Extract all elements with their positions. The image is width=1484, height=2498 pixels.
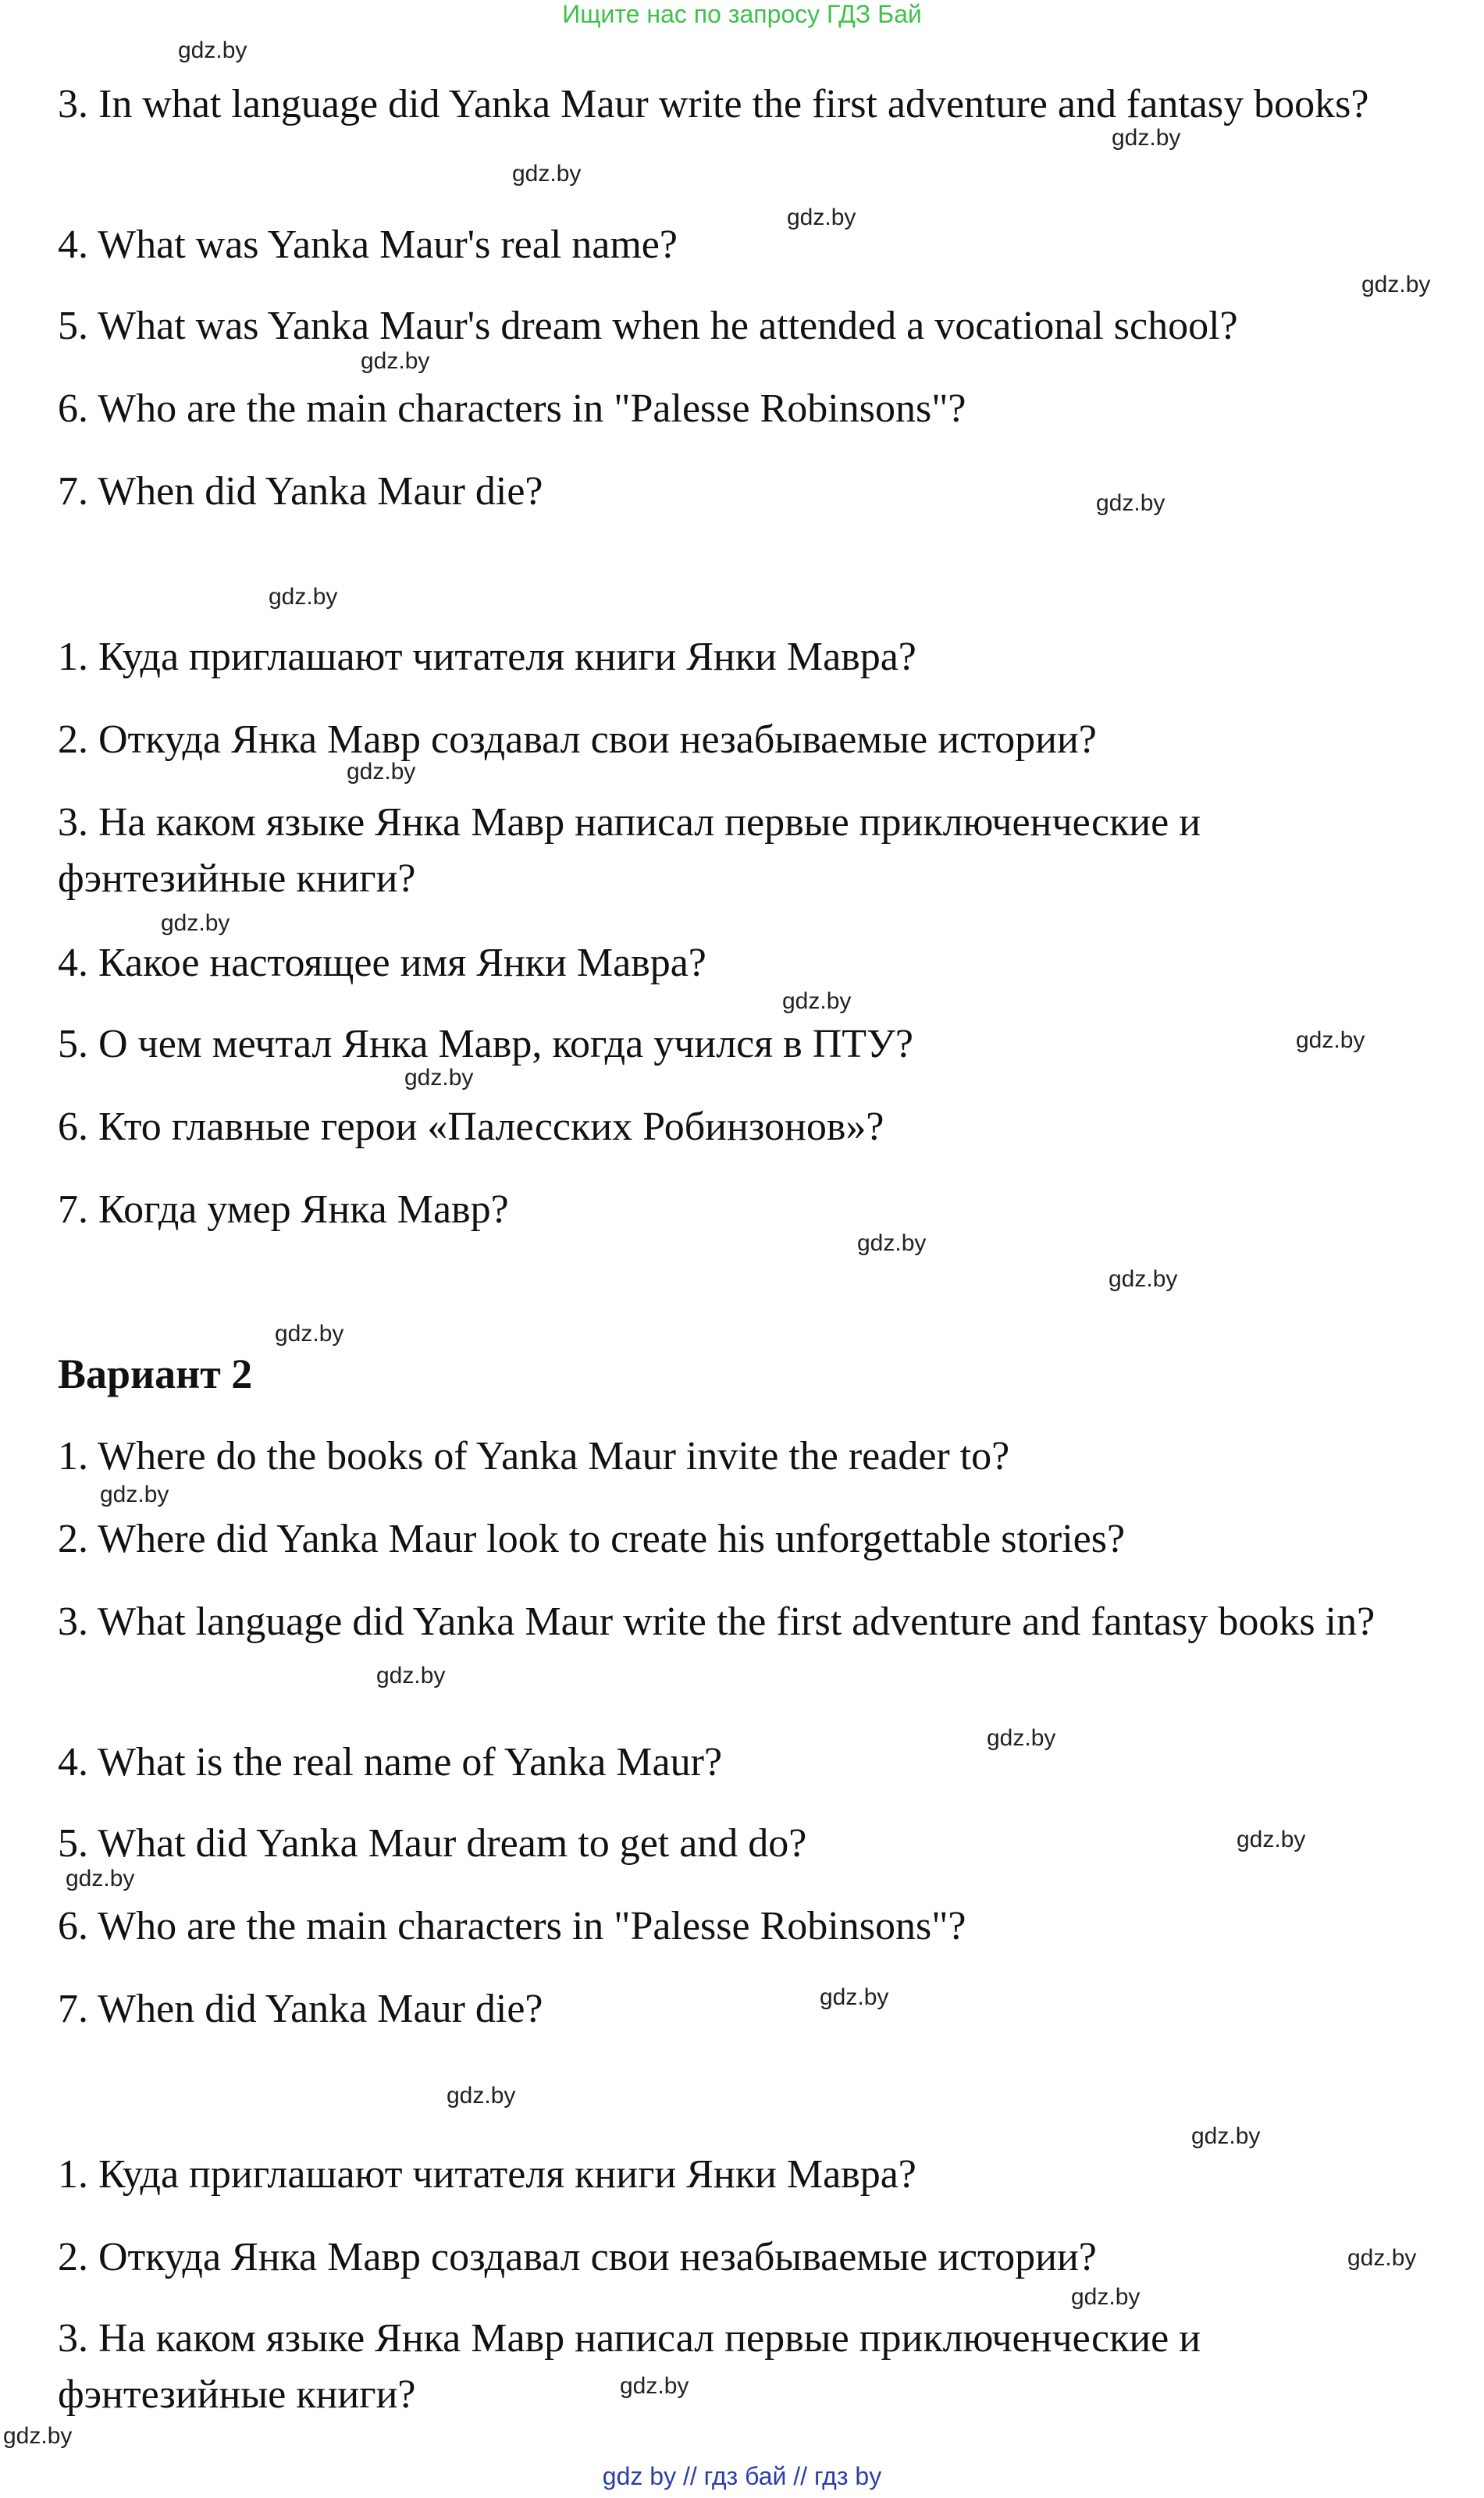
question-en-1-7: 7. When did Yanka Maur die? bbox=[58, 469, 543, 514]
question-ru-1-2: 2. Откуда Янка Мавр создавал свои незабываемые истории? bbox=[58, 717, 1097, 762]
question-en-2-1: 1. Where do the books of Yanka Maur invite the reader to? bbox=[58, 1434, 1010, 1479]
question-en-2-3: 3. What language did Yanka Maur write the first adventure and fantasy books in? bbox=[58, 1600, 1375, 1644]
question-ru-2-3: 3. На каком языке Янка Мавр написал первые приключенческие и фэнтезийные книги? bbox=[58, 2316, 1201, 2417]
question-ru-1-5: 5. О чем мечтал Янка Мавр, когда учился в ПТУ? bbox=[58, 1022, 913, 1066]
question-en-2-4: 4. What is the real name of Yanka Maur? bbox=[58, 1740, 723, 1785]
watermark: gdz.by bbox=[1191, 2123, 1261, 2149]
watermark: gdz.by bbox=[1347, 2245, 1417, 2271]
top-banner[interactable]: Ищите нас по запросу ГДЗ Бай bbox=[562, 0, 922, 28]
watermark: gdz.by bbox=[347, 759, 416, 785]
question-ru-2-1: 1. Куда приглашают читателя книги Янки Мавра? bbox=[58, 2152, 916, 2197]
watermark: gdz.by bbox=[987, 1725, 1056, 1751]
question-ru-1-6: 6. Кто главные герои «Палесских Робинзонов»? bbox=[58, 1105, 884, 1149]
variant-2-heading: Вариант 2 bbox=[58, 1350, 253, 1397]
watermark: gdz.by bbox=[66, 1866, 135, 1891]
watermark: gdz.by bbox=[361, 348, 430, 374]
watermark: gdz.by bbox=[3, 2423, 73, 2449]
watermark: gdz.by bbox=[269, 584, 338, 610]
question-en-2-6: 6. Who are the main characters in "Palesse Robinsons"? bbox=[58, 1904, 966, 1948]
watermark: gdz.by bbox=[512, 161, 582, 187]
question-en-2-7: 7. When did Yanka Maur die? bbox=[58, 1987, 543, 2031]
watermark: gdz.by bbox=[1112, 125, 1181, 151]
watermark: gdz.by bbox=[787, 205, 856, 230]
watermark: gdz.by bbox=[376, 1663, 446, 1688]
question-en-2-5: 5. What did Yanka Maur dream to get and do? bbox=[58, 1821, 807, 1866]
footer-links[interactable]: gdz by // гдз бай // гдз by bbox=[602, 2462, 882, 2490]
watermark: gdz.by bbox=[100, 1482, 169, 1507]
watermark: gdz.by bbox=[1237, 1827, 1306, 1852]
watermark: gdz.by bbox=[620, 2373, 689, 2399]
question-en-1-3: 3. In what language did Yanka Maur write the first adventure and fantasy books? bbox=[58, 82, 1369, 126]
question-ru-1-7: 7. Когда умер Янка Мавр? bbox=[58, 1187, 509, 1232]
watermark: gdz.by bbox=[447, 2083, 516, 2108]
question-en-2-2: 2. Where did Yanka Maur look to create his unforgettable stories? bbox=[58, 1517, 1126, 1561]
watermark: gdz.by bbox=[782, 988, 852, 1014]
question-en-1-4: 4. What was Yanka Maur's real name? bbox=[58, 222, 678, 267]
question-ru-1-4: 4. Какое настоящее имя Янки Мавра? bbox=[58, 941, 706, 985]
question-ru-1-3: 3. На каком языке Янка Мавр написал первые приключенческие и фэнтезийные книги? bbox=[58, 800, 1201, 901]
watermark: gdz.by bbox=[1296, 1027, 1365, 1053]
watermark: gdz.by bbox=[857, 1230, 927, 1256]
question-en-1-6: 6. Who are the main characters in "Palesse Robinsons"? bbox=[58, 386, 966, 431]
watermark: gdz.by bbox=[404, 1065, 474, 1091]
watermark: gdz.by bbox=[820, 1984, 889, 2010]
watermark: gdz.by bbox=[178, 37, 247, 63]
question-ru-1-1: 1. Куда приглашают читателя книги Янки Мавра? bbox=[58, 635, 916, 679]
question-en-1-5: 5. What was Yanka Maur's dream when he attended a vocational school? bbox=[58, 304, 1238, 348]
watermark: gdz.by bbox=[1361, 272, 1431, 297]
watermark: gdz.by bbox=[161, 910, 230, 936]
watermark: gdz.by bbox=[275, 1321, 344, 1347]
question-ru-2-2: 2. Откуда Янка Мавр создавал свои незабываемые истории? bbox=[58, 2235, 1097, 2279]
watermark: gdz.by bbox=[1071, 2284, 1141, 2310]
watermark: gdz.by bbox=[1096, 490, 1165, 516]
watermark: gdz.by bbox=[1109, 1266, 1178, 1292]
